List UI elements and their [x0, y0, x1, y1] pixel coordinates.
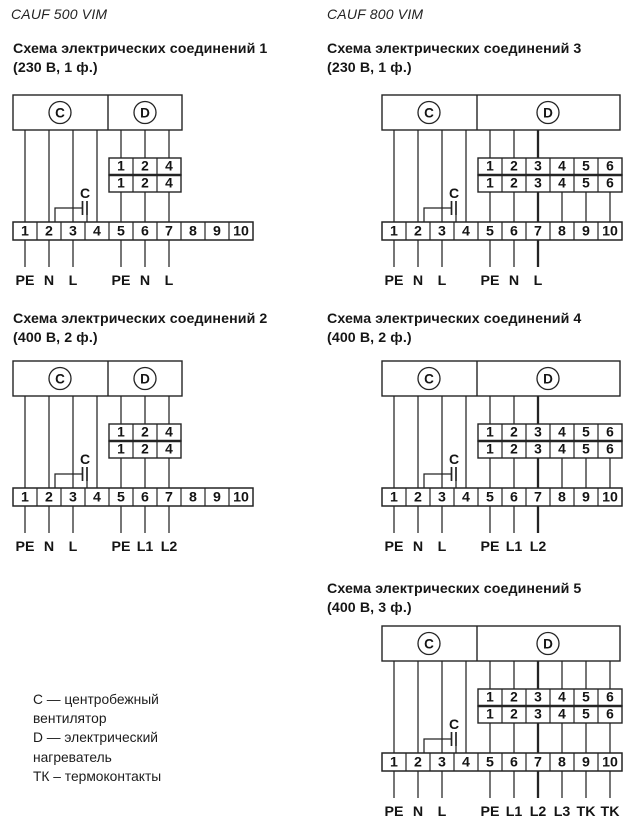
- terminal-block-label: 3: [534, 689, 542, 705]
- wiring-diagram-3-svg: [380, 93, 624, 295]
- terminal-number: 5: [486, 489, 494, 506]
- diagram-4-title: Схема электрических соединений 4: [327, 311, 582, 327]
- terminal-block-label: 6: [606, 441, 614, 457]
- diagram-4-heading: [327, 310, 581, 348]
- terminal-number: 10: [233, 489, 249, 506]
- terminal-block-label: 2: [510, 175, 518, 191]
- terminal-block-label: 2: [510, 706, 518, 722]
- fan-label: C: [55, 105, 65, 121]
- heater-label: D: [140, 371, 150, 387]
- wiring-diagram-5: [380, 624, 624, 826]
- terminal-block-label: 1: [117, 441, 125, 457]
- terminal-block-label: 4: [165, 441, 173, 457]
- legend-line: нагреватель: [33, 749, 112, 765]
- terminal-number: 4: [93, 489, 101, 506]
- terminal-block-label: 2: [141, 175, 149, 191]
- terminal-number: 5: [486, 223, 494, 240]
- terminal-number: 2: [45, 223, 53, 240]
- terminal-label: PE: [480, 273, 500, 289]
- terminal-label: N: [43, 539, 55, 555]
- terminal-block-label: 5: [582, 158, 590, 174]
- terminal-number: 7: [534, 754, 542, 771]
- terminal-number: 8: [558, 754, 566, 771]
- terminal-label: L: [437, 539, 447, 555]
- diagram-2-title: Схема электрических соединений 2: [13, 311, 268, 327]
- wiring-diagram-4-svg: [380, 359, 624, 561]
- terminal-label: L2: [529, 804, 547, 820]
- fan-label: C: [55, 371, 65, 387]
- diagram-5-subtitle: (400 В, 3 ф.): [327, 600, 412, 616]
- heater-label: D: [543, 105, 553, 121]
- diagram-1-title: Схема электрических соединений 1: [13, 41, 268, 57]
- terminal-number: 8: [189, 489, 197, 506]
- terminal-label: PE: [480, 804, 500, 820]
- terminal-label: N: [508, 273, 520, 289]
- terminal-label: TK: [600, 804, 620, 820]
- terminal-block-label: 6: [606, 689, 614, 705]
- terminal-number: 3: [69, 489, 77, 506]
- terminal-number: 4: [462, 754, 470, 771]
- terminal-number: 10: [233, 223, 249, 240]
- terminal-number: 9: [213, 223, 221, 240]
- terminal-label: L: [437, 804, 447, 820]
- terminal-block-label: 1: [486, 158, 494, 174]
- terminal-number: 7: [534, 223, 542, 240]
- terminal-block-label: 1: [486, 175, 494, 191]
- terminal-block-label: 3: [534, 175, 542, 191]
- terminal-number: 2: [414, 489, 422, 506]
- terminal-number: 5: [117, 489, 125, 506]
- terminal-block-label: 2: [510, 689, 518, 705]
- terminal-block-label: 1: [486, 441, 494, 457]
- capacitor-wire: [424, 474, 452, 488]
- terminal-number: 6: [510, 754, 518, 771]
- terminal-number: 4: [462, 489, 470, 506]
- capacitor-label: C: [448, 716, 460, 732]
- diagram-2-heading: [13, 310, 267, 348]
- capacitor-wire: [424, 739, 452, 753]
- terminal-number: 4: [93, 223, 101, 240]
- terminal-number: 8: [558, 223, 566, 240]
- terminal-number: 2: [414, 223, 422, 240]
- terminal-block-label: 3: [534, 158, 542, 174]
- terminal-number: 7: [534, 489, 542, 506]
- terminal-number: 2: [414, 754, 422, 771]
- terminal-label: PE: [15, 273, 35, 289]
- terminal-number: 3: [438, 754, 446, 771]
- terminal-number: 1: [390, 223, 398, 240]
- terminal-block-label: 4: [558, 689, 566, 705]
- terminal-label: L: [164, 273, 174, 289]
- terminal-number: 4: [462, 223, 470, 240]
- heater-label: D: [543, 636, 553, 652]
- terminal-block-label: 5: [582, 424, 590, 440]
- terminal-block-label: 3: [534, 706, 542, 722]
- terminal-label: L: [533, 273, 543, 289]
- legend: [33, 690, 161, 786]
- terminal-block-label: 1: [486, 706, 494, 722]
- terminal-label: PE: [111, 539, 131, 555]
- capacitor-wire: [55, 474, 83, 488]
- diagram-3-subtitle: (230 В, 1 ф.): [327, 60, 412, 76]
- terminal-block-label: 4: [165, 424, 173, 440]
- terminal-block-label: 6: [606, 175, 614, 191]
- terminal-number: 9: [582, 489, 590, 506]
- terminal-number: 6: [141, 489, 149, 506]
- terminal-label: PE: [384, 804, 404, 820]
- terminal-number: 6: [510, 489, 518, 506]
- terminal-number: 5: [486, 754, 494, 771]
- terminal-label: L2: [529, 539, 547, 555]
- wiring-diagram-2: [11, 359, 255, 561]
- terminal-label: TK: [576, 804, 596, 820]
- terminal-label: PE: [480, 539, 500, 555]
- terminal-label: N: [412, 539, 424, 555]
- terminal-number: 5: [117, 223, 125, 240]
- terminal-number: 1: [21, 223, 29, 240]
- capacitor-wire: [424, 208, 452, 222]
- terminal-label: L: [68, 539, 78, 555]
- wiring-diagram-1: [11, 93, 255, 295]
- terminal-number: 10: [602, 223, 618, 240]
- capacitor-label: C: [79, 185, 91, 201]
- heater-label: D: [140, 105, 150, 121]
- terminal-number: 6: [141, 223, 149, 240]
- terminal-block-label: 4: [558, 424, 566, 440]
- terminal-label: N: [412, 804, 424, 820]
- terminal-label: L: [437, 273, 447, 289]
- terminal-block-label: 6: [606, 424, 614, 440]
- terminal-block-label: 5: [582, 706, 590, 722]
- terminal-block-label: 4: [558, 175, 566, 191]
- terminal-label: PE: [111, 273, 131, 289]
- terminal-number: 10: [602, 489, 618, 506]
- wiring-diagram-5-svg: [380, 624, 624, 826]
- terminal-block-label: 5: [582, 175, 590, 191]
- terminal-number: 1: [390, 754, 398, 771]
- terminal-block-label: 5: [582, 441, 590, 457]
- terminal-label: L: [68, 273, 78, 289]
- terminal-label: N: [43, 273, 55, 289]
- column-title-left: CAUF 500 VIM: [11, 6, 108, 22]
- diagram-4-subtitle: (400 В, 2 ф.): [327, 330, 412, 346]
- wiring-diagram-2-svg: [11, 359, 255, 561]
- terminal-label: L3: [553, 804, 571, 820]
- terminal-label: PE: [384, 539, 404, 555]
- diagram-1-subtitle: (230 В, 1 ф.): [13, 60, 98, 76]
- terminal-block-label: 4: [558, 706, 566, 722]
- terminal-block-label: 1: [117, 175, 125, 191]
- terminal-number: 3: [438, 489, 446, 506]
- terminal-number: 9: [213, 489, 221, 506]
- wiring-diagram-4: [380, 359, 624, 561]
- terminal-block-label: 4: [165, 158, 173, 174]
- heater-label: D: [543, 371, 553, 387]
- terminal-number: 3: [69, 223, 77, 240]
- terminal-block-label: 6: [606, 706, 614, 722]
- terminal-number: 2: [45, 489, 53, 506]
- terminal-label: N: [139, 273, 151, 289]
- terminal-block-label: 6: [606, 158, 614, 174]
- terminal-label: PE: [384, 273, 404, 289]
- terminal-block-label: 1: [117, 424, 125, 440]
- terminal-number: 9: [582, 754, 590, 771]
- terminal-number: 7: [165, 223, 173, 240]
- terminal-label: N: [412, 273, 424, 289]
- terminal-number: 8: [558, 489, 566, 506]
- capacitor-wire: [55, 208, 83, 222]
- column-title-right: CAUF 800 VIM: [327, 6, 424, 22]
- terminal-label: L1: [136, 539, 154, 555]
- wiring-diagram-1-svg: [11, 93, 255, 295]
- legend-line: вентилятор: [33, 711, 107, 727]
- terminal-number: 3: [438, 223, 446, 240]
- terminal-number: 7: [165, 489, 173, 506]
- terminal-block-label: 2: [141, 158, 149, 174]
- capacitor-label: C: [448, 451, 460, 467]
- terminal-block-label: 3: [534, 441, 542, 457]
- terminal-number: 8: [189, 223, 197, 240]
- terminal-block-label: 5: [582, 689, 590, 705]
- terminal-block-label: 2: [141, 441, 149, 457]
- terminal-block-label: 4: [558, 158, 566, 174]
- terminal-block-label: 2: [510, 424, 518, 440]
- fan-label: C: [424, 371, 434, 387]
- terminal-block-label: 2: [141, 424, 149, 440]
- legend-line: C — центробежный: [33, 692, 159, 707]
- diagram-3-title: Схема электрических соединений 3: [327, 41, 582, 57]
- legend-line: ТК – термоконтакты: [33, 768, 162, 784]
- terminal-block-label: 1: [486, 424, 494, 440]
- terminal-label: L1: [505, 804, 523, 820]
- terminal-block-label: 4: [165, 175, 173, 191]
- terminal-number: 9: [582, 223, 590, 240]
- diagram-5-heading: [327, 580, 581, 618]
- diagram-5-title: Схема электрических соединений 5: [327, 581, 582, 597]
- capacitor-label: C: [79, 451, 91, 467]
- terminal-block-label: 2: [510, 441, 518, 457]
- terminal-block-label: 4: [558, 441, 566, 457]
- terminal-number: 1: [21, 489, 29, 506]
- terminal-label: L2: [160, 539, 178, 555]
- capacitor-label: C: [448, 185, 460, 201]
- legend-line: D — электрический: [33, 730, 158, 746]
- terminal-number: 10: [602, 754, 618, 771]
- terminal-number: 1: [390, 489, 398, 506]
- fan-label: C: [424, 105, 434, 121]
- terminal-block-label: 3: [534, 424, 542, 440]
- wiring-diagram-3: [380, 93, 624, 295]
- fan-label: C: [424, 636, 434, 652]
- terminal-block-label: 2: [510, 158, 518, 174]
- terminal-label: PE: [15, 539, 35, 555]
- diagram-1-heading: [13, 40, 267, 78]
- terminal-number: 6: [510, 223, 518, 240]
- diagram-2-subtitle: (400 В, 2 ф.): [13, 330, 98, 346]
- diagram-3-heading: [327, 40, 581, 78]
- terminal-label: L1: [505, 539, 523, 555]
- terminal-block-label: 1: [117, 158, 125, 174]
- terminal-block-label: 1: [486, 689, 494, 705]
